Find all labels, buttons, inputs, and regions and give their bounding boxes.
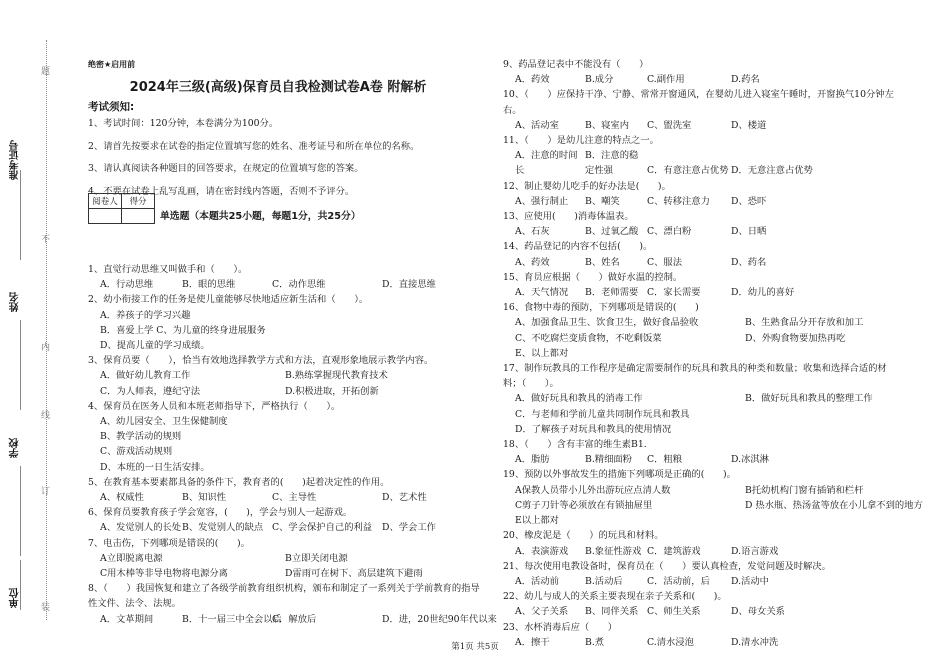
reviewer-label: 阅卷人 bbox=[89, 194, 122, 209]
option-row bbox=[503, 407, 895, 437]
question-option[interactable]: C．粗粮 bbox=[647, 454, 683, 466]
question-text: 21、每次使用电教设备时，保育员在（ ）要认真检查，发觉问题及时解决。 bbox=[503, 560, 831, 572]
binding-char: 线 bbox=[41, 411, 51, 421]
question-option[interactable]: C、服法 bbox=[647, 256, 683, 268]
question-item bbox=[503, 270, 895, 300]
question-text: 11、（ ）是幼儿注意的特点之一。 bbox=[503, 135, 659, 147]
confidential-mark: 绝密★启用前 bbox=[88, 60, 136, 69]
question-option[interactable]: D.冰淇淋 bbox=[731, 454, 769, 466]
question-text: 23、水杯消毒后应（ ） bbox=[503, 621, 618, 633]
question-text: 12、制止婴幼儿吃手的好办法是( )。 bbox=[503, 180, 671, 192]
question-option[interactable]: D 热水瓶、热汤盆等放在小儿拿不到的地方 bbox=[745, 499, 923, 511]
question-option[interactable]: A．做好玩具和教具的消毒工作 bbox=[515, 393, 643, 405]
question-option[interactable]: A．行动思维 bbox=[100, 279, 154, 291]
question-option[interactable]: A．脂肪 bbox=[515, 454, 550, 466]
question-item bbox=[503, 589, 895, 619]
question-option[interactable]: B.活动后 bbox=[585, 575, 623, 587]
option-row bbox=[88, 612, 497, 627]
option-row bbox=[88, 520, 486, 535]
question-option[interactable]: D.清水冲洗 bbox=[731, 636, 779, 648]
question-option[interactable]: C、漂白粉 bbox=[647, 226, 692, 238]
question-option[interactable]: B．老师需要 bbox=[585, 287, 639, 299]
question-option[interactable]: A．表演游戏 bbox=[515, 545, 569, 557]
option-row bbox=[88, 384, 486, 399]
question-option[interactable]: A、石灰 bbox=[515, 226, 550, 238]
question-option[interactable]: B托幼机构门窗有插销和栏杆 bbox=[745, 484, 864, 496]
margin-label-unit: 单位 bbox=[10, 588, 21, 608]
option-row bbox=[503, 574, 895, 589]
name-line bbox=[20, 320, 22, 410]
question-option[interactable]: C、游戏活动规则 bbox=[100, 446, 173, 458]
option-row bbox=[88, 323, 486, 338]
question-option[interactable]: C剪子刀针等必须放在有锁抽屉里 bbox=[515, 499, 653, 511]
question-option[interactable]: D、楼道 bbox=[731, 119, 767, 131]
question-option[interactable]: D、提高儿童的学习成绩。 bbox=[100, 340, 210, 352]
option-row bbox=[503, 72, 895, 87]
option-row bbox=[88, 551, 486, 566]
question-text: 20、橡皮泥是（ ）的玩具和材料。 bbox=[503, 530, 664, 542]
question-text: 2、幼小衔接工作的任务是使儿童能够尽快地适应新生活和（ ）。 bbox=[88, 294, 369, 306]
option-row bbox=[88, 338, 486, 353]
score-label: 得分 bbox=[122, 194, 155, 209]
question-text: 6、保育员要教育孩子学会宽容，( )，学会与别人一起游戏。 bbox=[88, 507, 353, 519]
question-item bbox=[503, 528, 895, 558]
question-option[interactable]: C、主导性 bbox=[272, 492, 317, 504]
question-option[interactable]: C用木棒等非导电物将电源分离 bbox=[100, 568, 228, 580]
question-option[interactable]: B、知识性 bbox=[182, 492, 227, 504]
question-text: 17、制作玩教具的工作程序是确定需要制作的玩具和教具的种类和数量；收集和选择合适的材料；（ ）。 bbox=[503, 363, 887, 390]
question-option[interactable]: C．有意注意占优势 bbox=[647, 165, 729, 177]
question-option[interactable]: E以上都对 bbox=[515, 515, 559, 527]
question-option[interactable]: B、发觉别人的缺点 bbox=[182, 522, 264, 534]
binding-margin bbox=[0, 0, 62, 671]
question-option[interactable]: B.成分 bbox=[585, 74, 614, 86]
option-row bbox=[88, 368, 486, 383]
question-option[interactable]: D、学会工作 bbox=[382, 522, 436, 534]
question-item bbox=[503, 133, 895, 179]
question-text: 10、（ ）应保持干净、宁静、常常开窗通风，在婴幼儿进入寝室午睡时，开窗换气10分钟左右。 bbox=[503, 89, 894, 116]
unit-line bbox=[20, 560, 22, 610]
question-option[interactable]: D雷雨可在树下、高层建筑下避雨 bbox=[285, 568, 423, 580]
option-row bbox=[503, 604, 895, 619]
question-option[interactable]: C、不吃腐烂变质食物，不吃剩饭菜 bbox=[515, 332, 662, 344]
notice-list bbox=[88, 113, 483, 203]
question-item bbox=[503, 437, 895, 467]
question-option[interactable]: C、盥洗室 bbox=[647, 119, 692, 131]
question-item bbox=[503, 361, 895, 437]
notice-item: 3、请认真阅读各种题目的回答要求，在规定的位置填写您的答案。 bbox=[88, 163, 364, 174]
question-option[interactable]: D、艺术性 bbox=[382, 492, 427, 504]
question-option[interactable]: B．注意的稳定性强 bbox=[585, 150, 639, 177]
question-option[interactable]: A、父子关系 bbox=[515, 606, 569, 618]
option-row bbox=[503, 331, 895, 346]
question-option[interactable]: B．做好玩具和教具的整理工作 bbox=[745, 393, 873, 405]
question-option[interactable]: C、师生关系 bbox=[647, 606, 701, 618]
notice-item: 1、考试时间：120分钟，本卷满分为100分。 bbox=[88, 118, 279, 129]
option-row bbox=[503, 483, 895, 498]
option-row bbox=[503, 315, 895, 330]
question-text: 16、食物中毒的预防，下列哪项是错误的( ) bbox=[503, 302, 699, 314]
option-row bbox=[88, 308, 486, 323]
binding-char: 装 bbox=[41, 603, 51, 613]
question-option[interactable]: C.清水浸泡 bbox=[647, 636, 694, 648]
margin-label-name: 姓名 bbox=[10, 292, 21, 312]
question-item bbox=[503, 179, 895, 209]
question-option[interactable]: C．活动前，后 bbox=[647, 575, 710, 587]
question-option[interactable]: C．为人师表，遵纪守法 bbox=[100, 385, 201, 397]
question-option[interactable]: A、加强食品卫生、饮食卫生，做好食品验收 bbox=[515, 317, 699, 329]
option-row bbox=[503, 544, 895, 559]
question-option[interactable]: B.熟练掌握现代教育技术 bbox=[285, 370, 388, 382]
notice-item: 2、请首先按要求在试卷的指定位置填写您的姓名、准考证号和所在单位的名称。 bbox=[88, 140, 420, 152]
right-question-column bbox=[503, 57, 923, 650]
question-option[interactable]: C．与老师和学前儿童共同制作玩具和教具 bbox=[515, 408, 690, 420]
question-option[interactable]: C、学会保护自己的利益 bbox=[272, 522, 373, 534]
question-option[interactable]: D、日晒 bbox=[731, 226, 767, 238]
question-option[interactable]: D.语言游戏 bbox=[731, 545, 779, 557]
question-option[interactable]: A．注意的时间长 bbox=[515, 150, 578, 177]
question-text: 22、幼儿与成人的关系主要表现在亲子关系和( )。 bbox=[503, 591, 727, 603]
question-option[interactable]: B立即关闭电源 bbox=[285, 552, 348, 564]
question-option[interactable]: A．天气情况 bbox=[515, 287, 569, 299]
question-option[interactable]: A．文革期间 bbox=[100, 613, 154, 625]
question-option[interactable]: D、本班的一日生活安排。 bbox=[100, 461, 210, 473]
question-option[interactable]: D.药名 bbox=[731, 74, 760, 86]
question-item bbox=[503, 467, 923, 528]
option-row bbox=[88, 414, 486, 429]
option-row bbox=[503, 498, 923, 513]
question-option[interactable]: D.活动中 bbox=[731, 575, 769, 587]
question-option[interactable]: A、强行制止 bbox=[515, 195, 569, 207]
question-option[interactable]: A立即脱离电源 bbox=[100, 552, 163, 564]
question-option[interactable]: D、恐吓 bbox=[731, 195, 767, 207]
page-footer: 第1页 共5页 bbox=[451, 642, 499, 652]
question-item bbox=[503, 239, 895, 269]
question-option[interactable]: B．十一届三中全会以后 bbox=[182, 613, 282, 625]
question-option[interactable]: C、转移注意力 bbox=[647, 195, 710, 207]
question-text: 13、应使用( )消毒体温表。 bbox=[503, 211, 634, 223]
question-item bbox=[503, 87, 895, 133]
option-row bbox=[88, 444, 486, 459]
option-row bbox=[503, 285, 895, 300]
question-option[interactable]: C．家长需要 bbox=[647, 287, 701, 299]
option-row bbox=[503, 391, 895, 406]
question-option[interactable]: A．养孩子的学习兴趣 bbox=[100, 309, 191, 321]
question-option[interactable]: B.象征性游戏 bbox=[585, 545, 642, 557]
option-row bbox=[88, 566, 486, 581]
question-option[interactable]: B、嘲笑 bbox=[585, 195, 620, 207]
question-item bbox=[88, 262, 486, 292]
question-option[interactable]: B、教学活动的规则 bbox=[100, 431, 182, 443]
section-title: 单选题（本题共25小题，每题1分，共25分） bbox=[160, 211, 361, 222]
question-item bbox=[503, 559, 895, 589]
question-option[interactable]: B、生熟食品分开存放和加工 bbox=[745, 317, 864, 329]
seal-line bbox=[46, 40, 47, 620]
question-text: 15、育员应根据（ ）做好水温的控制。 bbox=[503, 271, 683, 283]
question-text: 4、保育员在医务人员和本班老师指导下，严格执行（ ）。 bbox=[88, 400, 341, 412]
question-option[interactable]: B.精细面粉 bbox=[585, 454, 632, 466]
option-row bbox=[88, 429, 486, 444]
question-option[interactable]: D．无意注意占优势 bbox=[731, 165, 813, 177]
question-option[interactable]: A保教人员带小儿外出游玩应点清人数 bbox=[515, 484, 671, 496]
question-text: 1、直觉行动思维又叫做手和（ ）。 bbox=[88, 264, 248, 275]
question-option[interactable]: A．活动前 bbox=[515, 575, 559, 587]
question-item bbox=[503, 300, 895, 361]
left-question-column bbox=[88, 262, 497, 627]
question-item bbox=[503, 57, 895, 87]
option-row bbox=[88, 460, 486, 475]
page-title: 2024年三级(高级)保育员自我检测试卷A卷 附解析 bbox=[129, 80, 427, 95]
option-row bbox=[88, 277, 486, 292]
binding-char: 题 bbox=[41, 67, 51, 77]
question-item bbox=[88, 353, 486, 399]
question-option[interactable]: D、母女关系 bbox=[731, 606, 785, 618]
question-item bbox=[88, 581, 497, 627]
question-item bbox=[88, 505, 486, 535]
notice-heading: 考试须知: bbox=[88, 101, 135, 113]
question-text: 14、药品登记的内容不包括( )。 bbox=[503, 241, 653, 253]
question-option[interactable]: B．眼的思维 bbox=[182, 279, 236, 291]
question-text: 8、（ ）我国恢复和建立了各级学前教育组织机构，颁布和制定了一系列关于学前教育的指导性文件、法令、法规。 bbox=[88, 583, 480, 610]
question-item bbox=[88, 536, 486, 582]
question-option[interactable]: A、幼儿园安全、卫生保健制度 bbox=[100, 416, 228, 428]
question-text: 7、电击伤，下列哪项是错误的( )。 bbox=[88, 537, 250, 549]
question-option[interactable]: E、以上都对 bbox=[515, 347, 569, 359]
binding-char: 内 bbox=[41, 343, 51, 353]
question-option[interactable]: A、药效 bbox=[515, 256, 550, 268]
question-option[interactable]: C．解放后 bbox=[272, 613, 317, 625]
score-table bbox=[88, 193, 155, 224]
margin-label-exam-id: 准考证号 bbox=[10, 140, 21, 180]
question-option[interactable]: D．进，20世纪90年代以来 bbox=[382, 613, 497, 625]
question-option[interactable]: D、外购食物要加热再吃 bbox=[745, 332, 846, 344]
option-row bbox=[503, 224, 895, 239]
question-option[interactable]: A、权威性 bbox=[100, 492, 144, 504]
question-item bbox=[88, 475, 486, 505]
option-row bbox=[503, 118, 895, 133]
question-option[interactable]: B、同伴关系 bbox=[585, 606, 639, 618]
question-option[interactable]: C．建筑游戏 bbox=[647, 545, 701, 557]
question-option[interactable]: B.煮 bbox=[585, 636, 605, 648]
school-line bbox=[20, 466, 22, 556]
option-row bbox=[503, 255, 895, 270]
question-item bbox=[88, 399, 486, 475]
exam-id-line bbox=[20, 170, 22, 260]
question-text: 9、药品登记表中不能没有（ ） bbox=[503, 59, 649, 70]
question-option[interactable]: A．做好幼儿教育工作 bbox=[100, 370, 191, 382]
option-row bbox=[503, 194, 895, 209]
question-option[interactable]: D．直接思维 bbox=[382, 279, 436, 291]
question-option[interactable]: D．了解孩子对玩具和教具的使用情况 bbox=[515, 423, 672, 435]
question-text: 18、（ ）含有丰富的维生素B1. bbox=[503, 439, 647, 451]
question-option[interactable]: B、姓名 bbox=[585, 256, 620, 268]
question-option[interactable]: A．药效 bbox=[515, 74, 550, 86]
question-option[interactable]: B．喜爱上学 C、为儿童的终身进展服务 bbox=[100, 324, 266, 336]
binding-char: 不 bbox=[41, 235, 51, 245]
option-row bbox=[503, 346, 895, 361]
question-item bbox=[88, 292, 486, 353]
question-item bbox=[503, 209, 895, 239]
question-text: 5、在教育基本要素都具备的条件下，教育者的( )起着决定性的作用。 bbox=[88, 476, 390, 488]
binding-char: 订 bbox=[41, 487, 51, 497]
question-option[interactable]: D.积极进取，开拓创新 bbox=[285, 385, 379, 397]
question-option[interactable]: D．幼儿的喜好 bbox=[731, 287, 795, 299]
question-option[interactable]: B、过氧乙酸 bbox=[585, 226, 639, 238]
question-text: 19、预防以外事故发生的措施下列哪项是正确的( )。 bbox=[503, 469, 736, 481]
question-option[interactable]: D、药名 bbox=[731, 256, 767, 268]
option-row bbox=[503, 452, 895, 467]
question-option[interactable]: B、寝室内 bbox=[585, 119, 630, 131]
notice-item: 4、不要在试卷上乱写乱画，请在密封线内答题，否则不予评分。 bbox=[88, 185, 355, 197]
question-option[interactable]: A、活动室 bbox=[515, 119, 559, 131]
question-option[interactable]: A、发觉别人的长处 bbox=[100, 522, 182, 534]
margin-label-school: 学校 bbox=[10, 438, 21, 458]
option-row bbox=[503, 513, 895, 528]
question-option[interactable]: C．动作思维 bbox=[272, 279, 326, 291]
question-option[interactable]: C.副作用 bbox=[647, 74, 685, 86]
reviewer-cell[interactable] bbox=[89, 209, 122, 224]
option-row bbox=[88, 490, 486, 505]
question-option[interactable]: A．擦干 bbox=[515, 636, 550, 648]
score-cell[interactable] bbox=[122, 209, 155, 224]
option-row bbox=[503, 148, 895, 178]
question-text: 3、保育员要（ ），恰当有效地选择教学方式和方法，直观形象地展示教学内容。 bbox=[88, 355, 434, 367]
